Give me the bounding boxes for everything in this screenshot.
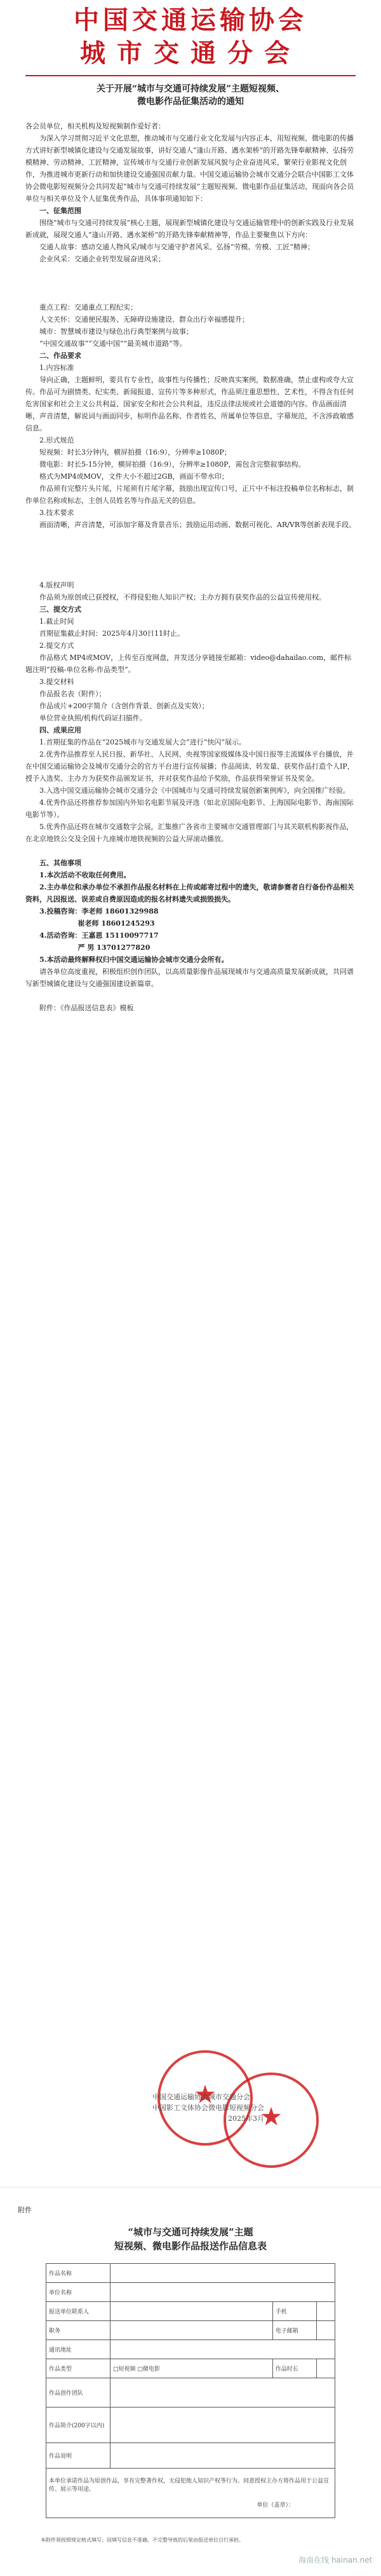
- notice-title-line1: 关于开展“城市与交通可持续发展”主题短视频、: [96, 84, 285, 94]
- org-name-line1: 中国交通运输协会: [74, 5, 307, 35]
- paragraph: 格式为MP4或MOV，文件大小不超过2GB，画面不带水印；: [39, 472, 229, 481]
- form-row: [46, 2302, 335, 2321]
- other-matter-item: 1.本次活动不收取任何费用。: [39, 871, 131, 879]
- spacer: [25, 531, 357, 543]
- notice-page: [0, 0, 381, 1014]
- notice-body: [0, 120, 381, 845]
- form-value-cell[interactable]: [110, 2378, 335, 2408]
- paragraph: 单位营业执照/机构代码证扫描件。: [39, 714, 147, 722]
- spacer: [25, 289, 357, 301]
- notice-title-line2: 微电影作品征集活动的通知: [137, 97, 244, 107]
- section-heading: 四、成果应用: [39, 726, 81, 734]
- paragraph: 2.提交方式: [39, 641, 74, 650]
- form-value-cell[interactable]: [110, 2443, 335, 2469]
- form-label-cell: 作品说明: [46, 2443, 110, 2469]
- attachment-label: 附件: [18, 2206, 32, 2214]
- other-matter-item: 4.活动咨询：王嘉恩 15110097717: [39, 931, 159, 940]
- paragraph: 短视频：时长3分钟内，横屏拍摄（16:9），分辨率≥1080P；: [39, 448, 231, 456]
- form-value-cell[interactable]: [316, 2359, 335, 2378]
- paragraph: 1.截止时间: [39, 617, 74, 626]
- form-value-cell[interactable]: [110, 2321, 273, 2340]
- paragraph: 各会员单位，相关机构及短视频制作爱好者：: [25, 122, 165, 130]
- other-matter-item: 5.本活动最终解释权归中国交通运输协会城市交通分会所有。: [39, 956, 229, 964]
- form-row: [46, 2321, 335, 2340]
- form-label-cell: 作品创作团队: [46, 2378, 110, 2408]
- spacer: [25, 277, 357, 289]
- form-footnote: 本附件须按照规定格式填写；因填写信息不准确、不完整导致的后果由报送单位自行承担。: [41, 2537, 244, 2543]
- form-row: [46, 2378, 335, 2408]
- paragraph: 导向正确，主题鲜明，要具有专业性，故事性与传播性；反映真实案例，数据准确，禁止虚构或夸大宣传。作品可为剧情类、纪实类、新闻报道、宣传片等多种形式，作品须注重思想性、艺术性，不得含有任何危害国家和社会主义公共利益、国家安全和社会公共利益，违反法律法规或社会道德的内容。作品画面清晰，声音清楚，解说词与画面同步，标明作品名称、作者姓名，所属单位等信息，字幕规范，不含涉政敏感信息。: [25, 376, 354, 432]
- org-name-line2: 城市交通分会: [80, 38, 301, 68]
- form-value-cell[interactable]: □短视频 □微电影: [110, 2359, 273, 2378]
- section-heading: 二、作品要求: [39, 352, 81, 360]
- paragraph: 3.入选中国交通运输协会城市交通分会《中国城市与交通可持续发展创新案例库》，向全国推广经验。: [39, 786, 350, 795]
- paragraph: 4.版权声明: [39, 581, 74, 589]
- page-separator: [0, 2187, 381, 2188]
- attachment-title-line1: “城市与交通可持续发展”主题: [128, 2226, 253, 2238]
- form-row: [46, 2443, 335, 2469]
- other-matter-item: 崔老师 18601245293: [77, 919, 155, 928]
- paragraph: 画面清晰，声音清楚，可添加字幕及背景音乐；鼓励运用动画、数据可视化、AR/VR等创新表现手段。: [39, 521, 356, 529]
- submission-form-table: [46, 2263, 335, 2518]
- form-row: [46, 2283, 335, 2302]
- form-label-cell: 单位名称: [46, 2283, 110, 2302]
- form-row: [46, 2340, 335, 2359]
- star-icon: ★: [260, 2102, 283, 2132]
- paragraph: 1.内容标准: [39, 364, 74, 372]
- other-matters-title: 五、其他事项: [39, 859, 81, 867]
- other-matters-list: [25, 869, 357, 990]
- section-heading: 三、提交方式: [39, 605, 81, 613]
- other-matter-item: 请各单位高度重视，积极组织创作团队，以高质量影像作品展现城市与交通高质量发展新成就，共同谱写新型城镇化建设与交通强国建设新篇章。: [25, 968, 354, 988]
- spacer: [25, 543, 357, 555]
- paragraph: 围绕“城市与交通可持续发展”核心主题，展现新型城镇化建设与交通运输管理中的创新实践及行业发展新成就，展现交通人“逢山开路、遇水架桥”的开路先锋奉献精神等，作品主要聚焦以下方向：: [25, 219, 354, 239]
- star-icon: ★: [194, 2080, 217, 2109]
- paragraph: “中国交通故事”“交通中国”“最美城市道路”等。: [39, 339, 187, 348]
- spacer: [25, 265, 357, 277]
- other-matters-section: [0, 857, 381, 1014]
- signature-org2: 中国影工文体协会微电影短视频分会: [152, 2104, 264, 2112]
- form-label-cell: 电子邮箱: [272, 2321, 316, 2340]
- paragraph: 人文关怀：交通便民服务、无障碍设施建设、群众出行幸福感提升；: [39, 315, 249, 324]
- form-value-cell[interactable]: [110, 2340, 335, 2359]
- other-matter-item: 2.主办单位和承办单位不承担作品报名材料在上传或邮寄过程中的遗失，敬请参赛者自行备份作品相关资料，凡因报送、误差或自费原因造成的报名材料遗失或损毁损失。: [25, 883, 354, 903]
- other-matter-item: 3.投稿咨询：李老师 18601329988: [39, 907, 159, 915]
- paragraph: 微电影：时长5-15分钟，横屏拍摄（16:9），分辨率≥1080P，需包含完整叙事结构。: [39, 460, 305, 469]
- signature-org1: 中国交通运输协会城市交通分会: [152, 2093, 250, 2101]
- form-label-cell: 职务: [46, 2321, 110, 2340]
- form-row: [46, 2469, 335, 2518]
- paragraph: 4.优秀作品还将推荐参加国内外知名电影节展及评选（如北京国际电影节、上海国际电影节、海南国际电影节等）。: [25, 798, 354, 819]
- other-matter-item: 严 男 13701277820: [77, 943, 150, 952]
- paragraph: 3.技术要求: [39, 509, 74, 517]
- paragraph: 作品格式 MP4或MOV，上传至百度网盘，并发送分享链接至邮箱：video@dahailao.com，邮件标题注明“投稿-单位名称-作品类型”。: [25, 654, 352, 674]
- form-label-cell: 报送单位联系人: [46, 2302, 110, 2321]
- form-label-cell: 通讯地址: [46, 2340, 110, 2359]
- paragraph: 5.优秀作品还将在城市交通数字会展，汇集推广各省市主要城市交通管理部门与其关联机构影视作品，在北京地铁公交及全国十九座城市地铁视频的公益大屏滚动播放。: [25, 823, 354, 843]
- form-value-cell[interactable]: [110, 2264, 335, 2283]
- form-value-cell[interactable]: [110, 2283, 335, 2302]
- paragraph: 2.形式规范: [39, 436, 74, 444]
- paragraph: 作品报名表（附件）；: [39, 690, 106, 698]
- attachment-reference: 附件：《作品报送信息表》模板: [39, 1004, 134, 1012]
- paragraph: 为深入学习贯彻习近平文化思想，推动城市与交通行业文化发展与内容正本，用短视频、微电影的传播方式讲好新型城镇化建设与交通发展故事，讲好交通人“逢山开路、遇水架桥”的开路先锋奉献精神、弘扬劳模精神、劳动精神、工匠精神，宣传城市与交通行业创新发展风貌与企业奋进风采，繁荣行业影视文化创作，为推进城市更新行动和加快建设交通强国贡献力量。中国交通运输协会城市交通分会联合中国影工文体协会微电影短视频分会共同发起“城市与交通可持续发展”主题短视频、微电影作品征集活动，现面向各会员单位与相关单位及个人征集优秀作品，具体事项通知如下：: [25, 134, 354, 203]
- attachment-title: [0, 2225, 381, 2253]
- form-row: [46, 2408, 335, 2443]
- paragraph: 企业风采：交通企业转型发展奋进风采；: [39, 255, 165, 263]
- spacer: [25, 567, 357, 579]
- paragraph: 重点工程：交通重点工程纪实；: [39, 303, 137, 312]
- header-divider: [25, 75, 356, 76]
- form-value-cell[interactable]: [316, 2302, 335, 2321]
- notice-title: [0, 83, 381, 108]
- paragraph: 首期征集截止时间：2025年4月30日11时止。: [39, 629, 184, 638]
- signature-block: [152, 2092, 264, 2124]
- paragraph: 交通人故事：感动交通人物风采/城市与交通守护者风采、弘扬“劳模、劳模、工匠”精神；: [39, 243, 314, 251]
- form-value-cell[interactable]: [110, 2408, 335, 2443]
- form-label-cell: 手机: [272, 2302, 316, 2321]
- declaration-cell: [46, 2469, 335, 2518]
- paragraph: 3.提交材料: [39, 678, 74, 686]
- watermark-logo: 海南在线 hainan.net: [298, 2556, 373, 2565]
- form-label-cell: 作品简介(200字以内): [46, 2408, 110, 2443]
- sign-stamp-label: 单位（盖章）：: [257, 2502, 294, 2509]
- spacer: [25, 555, 357, 567]
- paragraph: 作品须为原创或已获授权，不得侵犯他人知识产权；主办方拥有获奖作品的公益宣传使用权。: [39, 593, 326, 601]
- form-value-cell[interactable]: [316, 2321, 335, 2340]
- form-label-cell: 作品时长: [272, 2359, 316, 2378]
- form-label-cell: 作品名称: [46, 2264, 110, 2283]
- form-label-cell: 作品类型: [46, 2359, 110, 2378]
- form-row: [46, 2264, 335, 2283]
- section-heading: 一、征集范围: [39, 207, 81, 215]
- paragraph: 2.优秀作品推荐至人民日报、新华社、人民网、央视等国家级媒体及中国日报等主流媒体平台播放，并在中国交通运输协会及城市交通分会的官方平台进行宣传展播；作品阅读、转发量、获奖作品打造个人IP，授予入选奖、主办方为获奖作品颁发证书，并对获奖作品给予奖励，作品获得荣誉证书及奖金。: [25, 750, 354, 783]
- declaration-text: 本单位承诺作品为原创作品，享有完整著作权，无侵犯他人知识产权等行为。同意授权主办方将作品用于公益宣传、展示等用途。: [49, 2478, 330, 2493]
- paragraph: 1.首期征集的作品在“2025城市与交通发展大会”进行“快闪”展示。: [39, 738, 246, 746]
- form-value-cell[interactable]: [110, 2302, 273, 2321]
- attachment-title-line2: 短视频、微电影作品报送作品信息表: [114, 2240, 267, 2252]
- paragraph: 作品须有完整片头片尾，片尾须有片尾字幕，鼓励出现宣传口号，正片中不标注投稿单位名称标志，制作单位名称或标志，主创人员姓名等与作品无关的信息。: [25, 484, 354, 505]
- paragraph: 作品成片+200字简介（含创作背景、创新点及实效）；: [39, 702, 209, 710]
- form-row: [46, 2359, 335, 2378]
- signature-date: 2025年3月: [228, 2114, 264, 2123]
- paragraph: 城市：智慧城市建设与绿色出行典型案例与故事；: [39, 327, 193, 336]
